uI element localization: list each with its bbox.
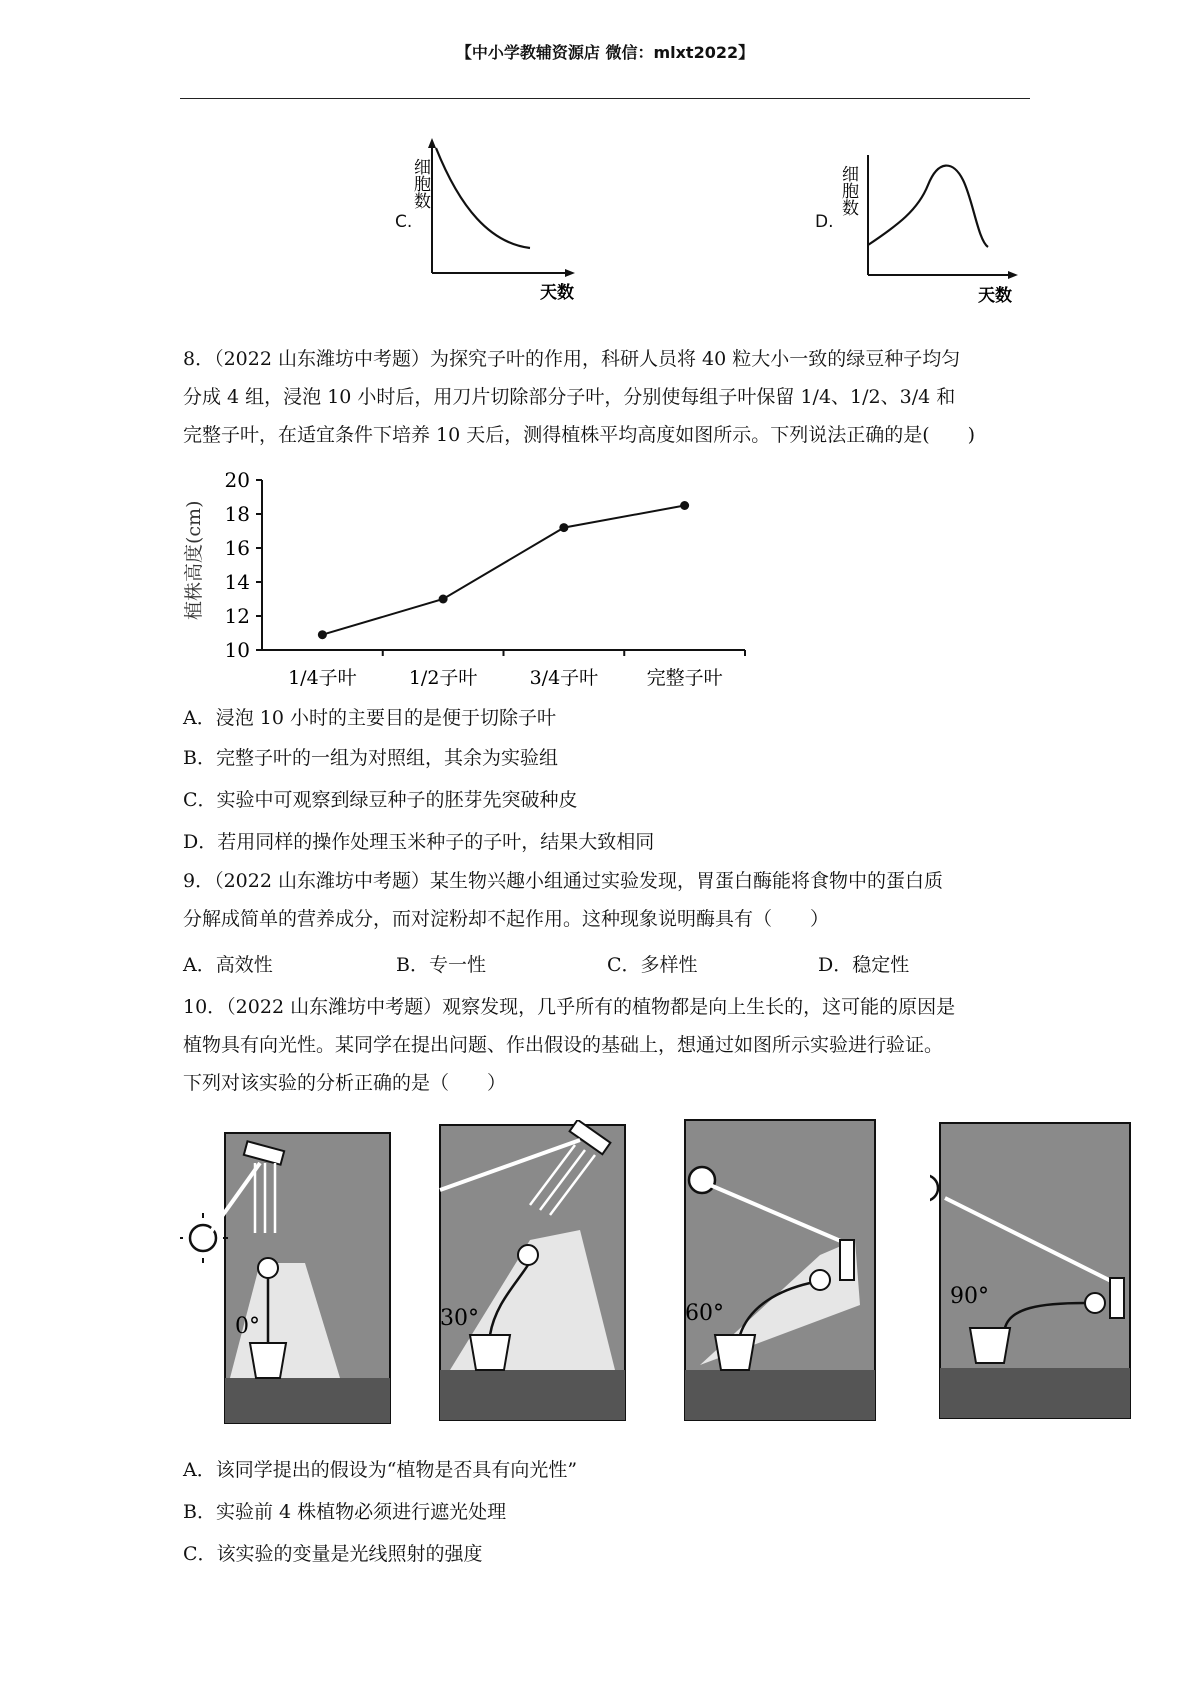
y-tick-label: 10 xyxy=(224,638,250,662)
question-9-stem xyxy=(183,862,1033,938)
question-9-line: 9．（2022 山东潍坊中考题）某生物兴趣小组通过实验发现，胃蛋白酶能将食物中的蛋白质 xyxy=(183,870,943,892)
panel-angle-label: 60° xyxy=(685,1301,724,1326)
sun-icon xyxy=(930,1175,938,1201)
option-d-xlabel: 天数 xyxy=(978,286,1012,306)
option-c-chart xyxy=(400,138,630,328)
x-tick-label: 3/4子叶 xyxy=(529,667,599,689)
y-tick-label: 12 xyxy=(224,604,250,628)
option-c-ylabel: 细胞数 xyxy=(410,158,430,209)
x-tick-label: 完整子叶 xyxy=(646,667,723,689)
panel-angle-label: 90° xyxy=(950,1284,989,1309)
option-d-chart xyxy=(838,155,1048,330)
question-8-line: 完整子叶，在适宜条件下培养 10 天后，测得植株平均高度如图所示。下列说法正确的是( ) xyxy=(183,424,976,446)
panel-angle-label: 30° xyxy=(440,1306,479,1331)
question-10-option-a[interactable]: A．该同学提出的假设为“植物是否具有向光性” xyxy=(183,1459,578,1481)
y-tick-label: 18 xyxy=(224,502,250,526)
y-tick-label: 14 xyxy=(224,570,250,594)
question-8-option-d[interactable]: D．若用同样的操作处理玉米种子的子叶，结果大致相同 xyxy=(183,831,655,853)
option-c-xlabel: 天数 xyxy=(540,283,574,303)
question-8-option-a[interactable]: A．浸泡 10 小时的主要目的是便于切除子叶 xyxy=(183,707,556,729)
question-9-option-b[interactable]: B．专一性 xyxy=(396,954,486,976)
option-c-label: C. xyxy=(395,212,413,232)
data-point xyxy=(559,523,568,532)
phototropism-panel-60 xyxy=(680,1115,880,1425)
series-line xyxy=(322,506,684,635)
question-10-option-c[interactable]: C．该实验的变量是光线照射的强度 xyxy=(183,1543,483,1565)
header-divider xyxy=(180,98,1030,99)
question-10-stem xyxy=(183,988,1033,1102)
data-point xyxy=(680,501,689,510)
y-tick-label: 16 xyxy=(224,536,250,560)
x-tick-label: 1/4子叶 xyxy=(288,667,357,689)
phototropism-panel-0 xyxy=(180,1128,395,1428)
question-10-line: 下列对该实验的分析正确的是（ ） xyxy=(183,1072,507,1094)
question-8-option-c[interactable]: C．实验中可观察到绿豆种子的胚芽先突破种皮 xyxy=(183,789,578,811)
phototropism-panel-90 xyxy=(930,1118,1140,1428)
y-axis-label: 植株高度(cm) xyxy=(183,500,205,620)
question-9-option-c[interactable]: C．多样性 xyxy=(607,954,698,976)
question-9-option-a[interactable]: A．高效性 xyxy=(183,954,273,976)
data-point xyxy=(318,630,327,639)
question-8-line: 8．（2022 山东潍坊中考题）为探究子叶的作用，科研人员将 40 粒大小一致的绿豆种子均匀 xyxy=(183,348,961,370)
question-9-option-d[interactable]: D．稳定性 xyxy=(818,954,910,976)
data-point xyxy=(439,595,448,604)
question-10-line: 植物具有向光性。某同学在提出问题、作出假设的基础上，想通过如图所示实验进行验证。 xyxy=(183,1034,944,1056)
option-d-label: D. xyxy=(815,212,834,232)
question-8-line: 分成 4 组，浸泡 10 小时后，用刀片切除部分子叶，分别使每组子叶保留 1/4、1/2、3/4 和 xyxy=(183,386,956,408)
phototropism-panel-30 xyxy=(430,1120,630,1425)
page-header: 【中小学教辅资源店 微信：mlxt2022】 xyxy=(455,43,755,62)
panel-angle-label: 0° xyxy=(235,1314,260,1339)
x-tick-label: 1/2子叶 xyxy=(408,667,478,689)
question-8-option-b[interactable]: B．完整子叶的一组为对照组，其余为实验组 xyxy=(183,747,558,769)
option-d-ylabel: 细胞数 xyxy=(838,165,858,216)
question-8-chart xyxy=(180,470,750,695)
y-tick-label: 20 xyxy=(224,470,250,492)
sun-icon xyxy=(689,1167,715,1193)
question-10-line: 10．（2022 山东潍坊中考题）观察发现，几乎所有的植物都是向上生长的，这可能的原因是 xyxy=(183,996,956,1018)
question-10-option-b[interactable]: B．实验前 4 株植物必须进行遮光处理 xyxy=(183,1501,507,1523)
question-9-line: 分解成简单的营养成分，而对淀粉却不起作用。这种现象说明酶具有（ ） xyxy=(183,908,830,930)
question-8-stem xyxy=(183,340,1033,454)
